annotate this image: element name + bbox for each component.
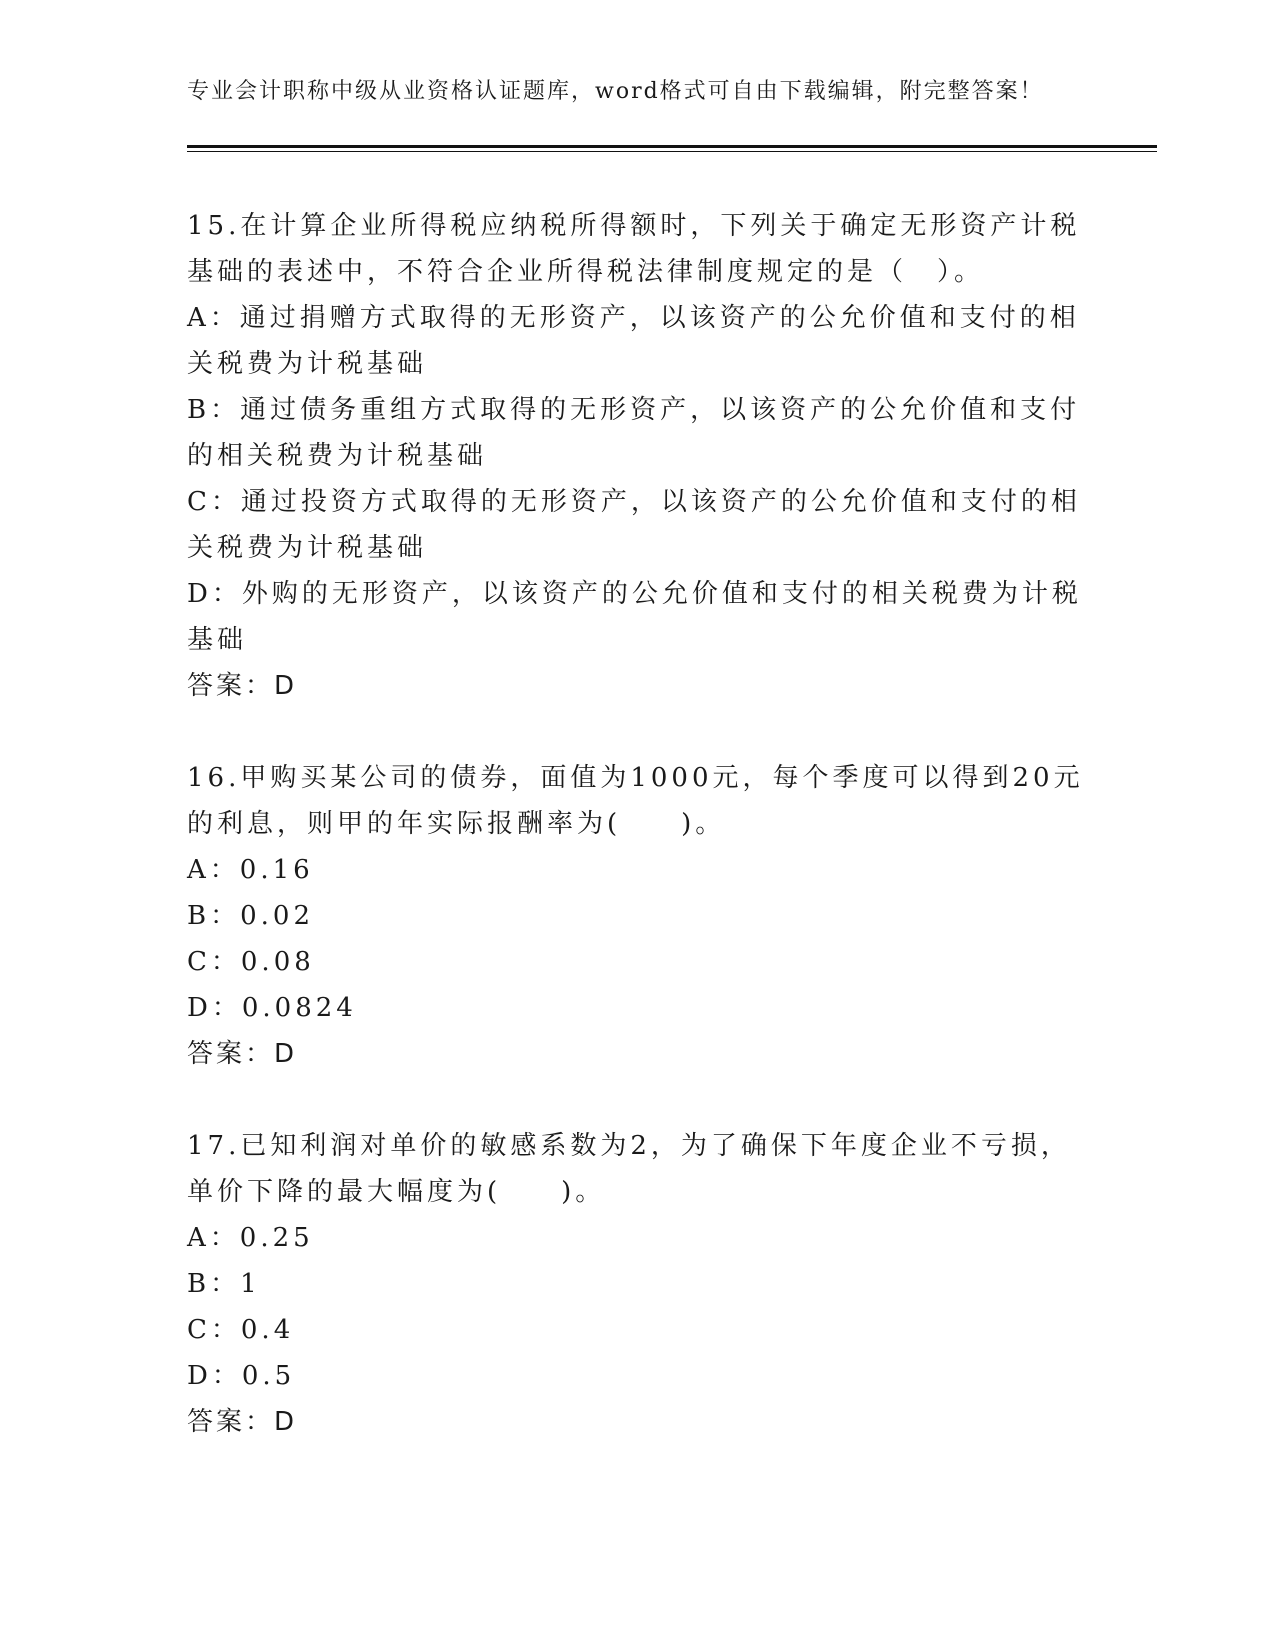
option-d: D：0.0824 [187,993,357,1023]
question-17 [187,1123,1087,1445]
question-stem: 17.已知利润对单价的敏感系数为2，为了确保下年度企业不亏损，单价下降的最大幅度为( )。 [187,1131,1071,1207]
option-c: C：0.08 [187,947,315,977]
answer-line: 答案：D [187,1407,298,1437]
option-a: A：0.16 [187,855,314,885]
option-d: D：外购的无形资产，以该资产的公允价值和支付的相关税费为计税基础 [187,579,1082,655]
option-c: C：0.4 [187,1315,295,1345]
question-15 [187,203,1087,709]
option-b: B：通过债务重组方式取得的无形资产，以该资产的公允价值和支付的相关税费为计税基础 [187,395,1081,471]
option-a: A：通过捐赠方式取得的无形资产，以该资产的公允价值和支付的相关税费为计税基础 [187,303,1080,379]
answer-line: 答案：D [187,1039,298,1069]
answer-line: 答案：D [187,671,298,701]
question-list [187,203,1087,1491]
header-rule-thick [187,145,1157,148]
option-c: C：通过投资方式取得的无形资产，以该资产的公允价值和支付的相关税费为计税基础 [187,487,1081,563]
option-a: A：0.25 [187,1223,314,1253]
option-b: B：1 [187,1269,261,1299]
question-stem: 15.在计算企业所得税应纳税所得额时，下列关于确定无形资产计税基础的表述中，不符合企业所得税法律制度规定的是（ ）。 [187,211,1081,287]
question-stem: 16.甲购买某公司的债券，面值为1000元，每个季度可以得到20元的利息，则甲的年实际报酬率为( )。 [187,763,1084,839]
option-b: B：0.02 [187,901,314,931]
page-header: 专业会计职称中级从业资格认证题库，word格式可自由下载编辑，附完整答案！ [187,79,1044,104]
option-d: D：0.5 [187,1361,296,1391]
question-16 [187,755,1087,1077]
header-rule-thin [187,151,1157,152]
